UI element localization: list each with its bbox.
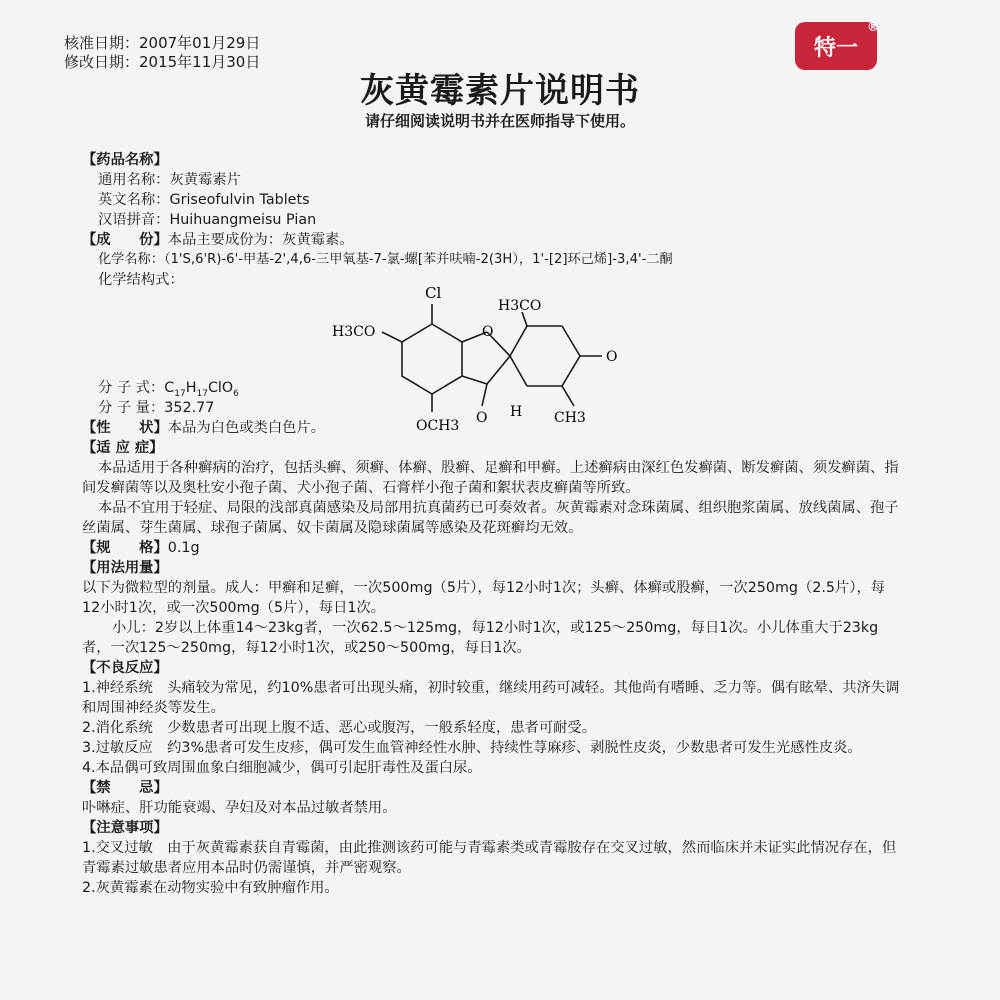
precautions-heading: 【注意事项】 [82, 820, 168, 836]
structure-label: 化学结构式： [98, 272, 184, 288]
drug-name-heading: 【药品名称】 [82, 152, 168, 168]
precautions-item-1: 1.交叉过敏 由于灰黄霉素获自青霉菌，由此推测该药可能与青霉素类或青霉胺存在交叉过敏，然而临床并未证实此情况存在，但青霉素过敏患者应用本品时仍需谨慎，并严密观察。 [82, 840, 897, 876]
precautions-item-2: 2.灰黄霉素在动物实验中有致肿瘤作用。 [82, 880, 339, 896]
atom-o-carbonyl: O [476, 410, 488, 426]
indications-heading: 【适 应 症】 [82, 440, 164, 456]
adverse-heading: 【不良反应】 [82, 660, 168, 676]
composition-main: 本品主要成份为：灰黄霉素。 [167, 232, 354, 248]
spec-heading: 【规 格】 [82, 540, 168, 556]
atom-h3co-top: H3CO [498, 298, 542, 314]
formula-c: C [164, 380, 175, 396]
molecular-formula [82, 378, 902, 398]
adverse-item-3: 3.过敏反应 约3%患者可发生皮疹，偶可发生血管神经性水肿、持续性荨麻疹、剥脱性皮炎，少数患者可发生光感性皮炎。 [82, 740, 862, 756]
leaflet-content [82, 150, 902, 898]
dosage-heading: 【用法用量】 [82, 560, 168, 576]
atom-h: H [510, 404, 523, 420]
indications-paragraph-1: 本品适用于各种癣病的治疗，包括头癣、须癣、体癣、股癣、足癣和甲癣。上述癣病由深红色发癣菌、断发癣菌、须发癣菌、指间发癣菌等以及奥杜安小孢子菌、犬小孢子菌、石膏样小孢子菌和絮状表皮癣菌等所致。 [82, 460, 899, 496]
appearance-text: 本品为白色或类白色片。 [167, 420, 326, 436]
formula-h: H [185, 380, 197, 396]
generic-name: 通用名称：灰黄霉素片 [98, 172, 241, 188]
formula-c-count: 17 [174, 388, 186, 399]
atom-cl: Cl [425, 284, 442, 302]
appearance-row [82, 418, 902, 438]
adverse-item-2: 2.消化系统 少数患者可出现上腹不适、恶心或腹泻，一般系轻度，患者可耐受。 [82, 720, 597, 736]
atom-h3co-left: H3CO [332, 324, 376, 340]
atom-och3: OCH3 [416, 418, 460, 434]
adverse-item-4: 4.本品偶可致周围血象白细胞减少，偶可引起肝毒性及蛋白尿。 [82, 760, 482, 776]
formula-label: 分 子 式： [98, 380, 165, 396]
approval-date: 核准日期：2007年01月29日 [64, 34, 261, 52]
contra-heading: 【禁 忌】 [82, 780, 168, 796]
registered-mark: ® [867, 20, 879, 34]
brand-logo-text: 特一 [813, 35, 858, 61]
atom-o-ring: O [482, 324, 494, 340]
spec-text: 0.1g [167, 540, 200, 556]
spec-row [82, 538, 902, 558]
revision-date: 修改日期：2015年11月30日 [64, 53, 261, 71]
formula-o-count: 6 [233, 388, 239, 399]
composition-row [82, 230, 902, 250]
pinyin-name: 汉语拼音：Huihuangmeisu Pian [98, 212, 317, 228]
appearance-heading: 【性 状】 [82, 420, 168, 436]
page-subtitle: 请仔细阅读说明书并在医师指导下使用。 [364, 112, 635, 130]
dosage-child: 小儿：2岁以上体重14～23kg者，一次62.5～125mg，每12小时1次，或125～250mg，每日1次。小儿体重大于23kg者，一次125～250mg，每12小时1次，或250～500mg，每日1次。 [82, 620, 879, 656]
contra-text: 卟啉症、肝功能衰竭、孕妇及对本品过敏者禁用。 [82, 800, 397, 816]
english-name: 英文名称：Griseofulvin Tablets [98, 192, 310, 208]
page-title: 灰黄霉素片说明书 [360, 71, 640, 111]
atom-o-ketone: O [606, 349, 618, 365]
formula-clo: ClO [207, 380, 234, 396]
dosage-adult: 以下为微粒型的剂量。成人：甲癣和足癣，一次500mg（5片），每12小时1次；头癣、体癣或股癣，一次250mg（2.5片），每12小时1次，或一次500mg（5片），每日1次。 [82, 580, 886, 616]
molecular-weight: 分 子 量：352.77 [98, 400, 215, 416]
atom-ch3: CH3 [554, 410, 586, 426]
composition-heading: 【成 份】 [82, 232, 168, 248]
adverse-item-1: 1.神经系统 头痛较为常见，约10%患者可出现头痛，初时较重，继续用药可减轻。其他尚有嗜睡、乏力等。偶有眩晕、共济失调和周围神经炎等发生。 [82, 680, 900, 716]
formula-h-count: 17 [196, 388, 208, 399]
chemical-name: 化学名称：（1'S,6'R)-6'-甲基-2',4,6-三甲氧基-7-氯-螺[苯并呋喃-2(3H），1'-[2]环己烯]-3,4'-二酮 [98, 252, 673, 267]
indications-paragraph-2: 本品不宜用于轻症、局限的浅部真菌感染及局部用抗真菌药已可奏效者。灰黄霉素对念珠菌属、组织胞浆菌属、放线菌属、孢子丝菌属、芽生菌属、球孢子菌属、奴卡菌属及隐球菌属等感染及花斑癣均无效。 [82, 500, 899, 536]
